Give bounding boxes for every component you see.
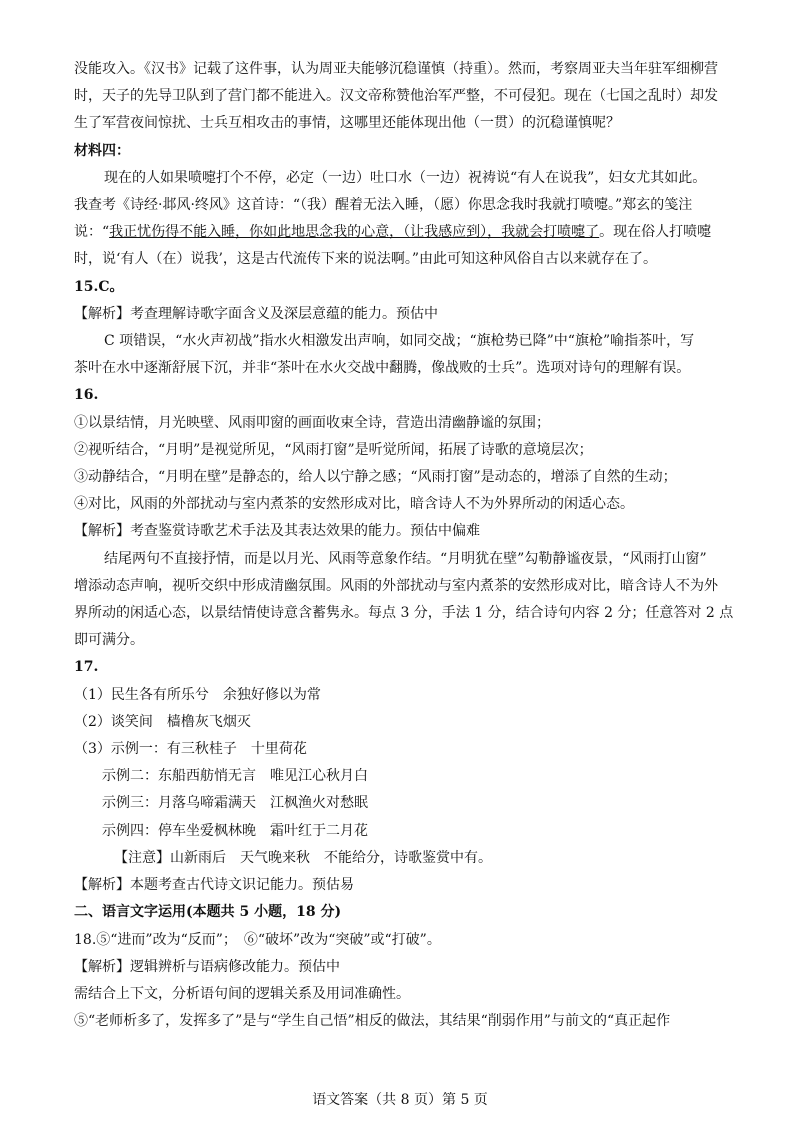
answer-line: 18.⑤“进而”改为“反而”； ⑥“破坏”改为“突破”或“打破”。 [74,931,441,948]
note-line: 【注意】山新雨后 天气晚来秋 不能给分，诗歌鉴赏中有。 [114,849,492,866]
text-line: C 项错误，“水火声初战”指水火相激发出声响，如同交战；“旗枪势已降”中“旗枪”喻指茶叶，写 [104,333,695,350]
example-line: 示例二：东船西舫悄无言 唯见江心秋月白 [102,768,368,785]
page-content [74,56,734,1035]
text-line: 我查考《诗经·邶风·终风》这首诗：“（我）醒着无法入睡，（愿）你思念我时我就打喷嚏。”郑玄的笺注 [74,197,693,214]
material-heading: 材料四： [74,142,130,159]
text-line: 时，天子的先导卫队到了营门都不能进入。汉文帝称赞他治军严整，不可侵犯。现在（七国之乱时）却发 [74,88,718,105]
text-line: 增添动态声响，视听交织中形成清幽氛围。风雨的外部扰动与室内煮茶的安然形成对比，暗含诗人不为外 [74,577,718,594]
text-line [74,219,734,246]
text-line: 时，说‘有人（在）说我’，这是古代流传下来的说法啊。”由此可知这种风俗自古以来就存在了。 [74,251,658,268]
analysis-line: 【解析】本题考查古代诗文识记能力。预估易 [74,877,354,894]
text-line: 界所动的闲适心态，以景结情使诗意含蓄隽永。每点 3 分，手法 1 分，结合诗句内容 2 分；任意答对 2 点 [74,605,734,622]
analysis-line: 【解析】逻辑辨析与语病修改能力。预估中 [74,958,340,975]
text-line: 结尾两句不直接抒情，而是以月光、风雨等意象作结。“月明犹在壁”勾勒静谧夜景，“风雨打山窗” [104,550,707,567]
answer-line: （1）民生各有所乐兮 余独好修以为常 [74,686,321,703]
question-number: 17. [74,659,99,676]
underlined-note: 我正忧伤得不能入睡，你如此地思念我的心意，（让我感应到），我就会打喷嚏了 [109,224,600,241]
answer-point: ①以景结情，月光映壁、风雨叩窗的画面收束全诗，营造出清幽静谧的氛围； [74,414,550,431]
answer-point: ③动静结合，“月明在壁”是静态的，给人以宁静之感；“风雨打窗”是动态的，增添了自然的生动； [74,469,677,486]
text-line: 现在的人如果喷嚏打个不停，必定（一边）吐口水（一边）祝祷说“有人在说我”，妇女尤其如此。 [104,169,707,186]
text-line: 没能攻入。《汉书》记载了这件事，认为周亚夫能够沉稳谨慎（持重）。然而，考察周亚夫当年驻军细柳营 [74,61,718,77]
answer-line: （3）示例一：有三秋桂子 十里荷花 [74,741,307,758]
text-line: 茶叶在水中逐渐舒展下沉，并非“茶叶在水火交战中翻腾，像战败的士兵”。选项对诗句的理解有误。 [74,360,691,377]
answer-point: ②视听结合，“月明”是视觉所见，“风雨打窗”是听觉所闻，拓展了诗歌的意境层次； [74,441,593,458]
note-prefix: 说：“ [74,224,110,241]
note-suffix: 。现在俗人打喷嚏 [599,224,712,241]
question-number: 15.C。 [74,278,124,295]
text-line: 即可满分。 [74,632,144,649]
text-line: ⑤“老师析多了，发挥多了”是与“学生自己悟”相反的做法，其结果“削弱作用”与前文的“真正起作 [74,1013,671,1030]
answer-line: （2）谈笑间 樯橹灰飞烟灭 [74,713,251,730]
answer-point: ④对比，风雨的外部扰动与室内煮茶的安然形成对比，暗含诗人不为外界所动的闲适心态。 [74,496,634,513]
page-footer: 语文答案（共 8 页）第 5 页 [312,1092,488,1108]
example-line: 示例三：月落乌啼霜满天 江枫渔火对愁眠 [102,795,368,812]
question-number: 16. [74,387,99,404]
text-line: 需结合上下文，分析语句间的逻辑关系及用词准确性。 [74,985,410,1002]
text-line: 生了军营夜间惊扰、士兵互相攻击的事情，这哪里还能体现出他（一贯）的沉稳谨慎呢？ [74,115,620,132]
section-heading: 二、语言文字运用(本题共 5 小题，18 分) [74,904,342,921]
example-line: 示例四：停车坐爱枫林晚 霜叶红于二月花 [102,822,368,839]
analysis-line: 【解析】考查鉴赏诗歌艺术手法及其表达效果的能力。预估中偏难 [74,523,480,540]
analysis-line: 【解析】考查理解诗歌字面含义及深层意蕴的能力。预估中 [74,305,438,322]
